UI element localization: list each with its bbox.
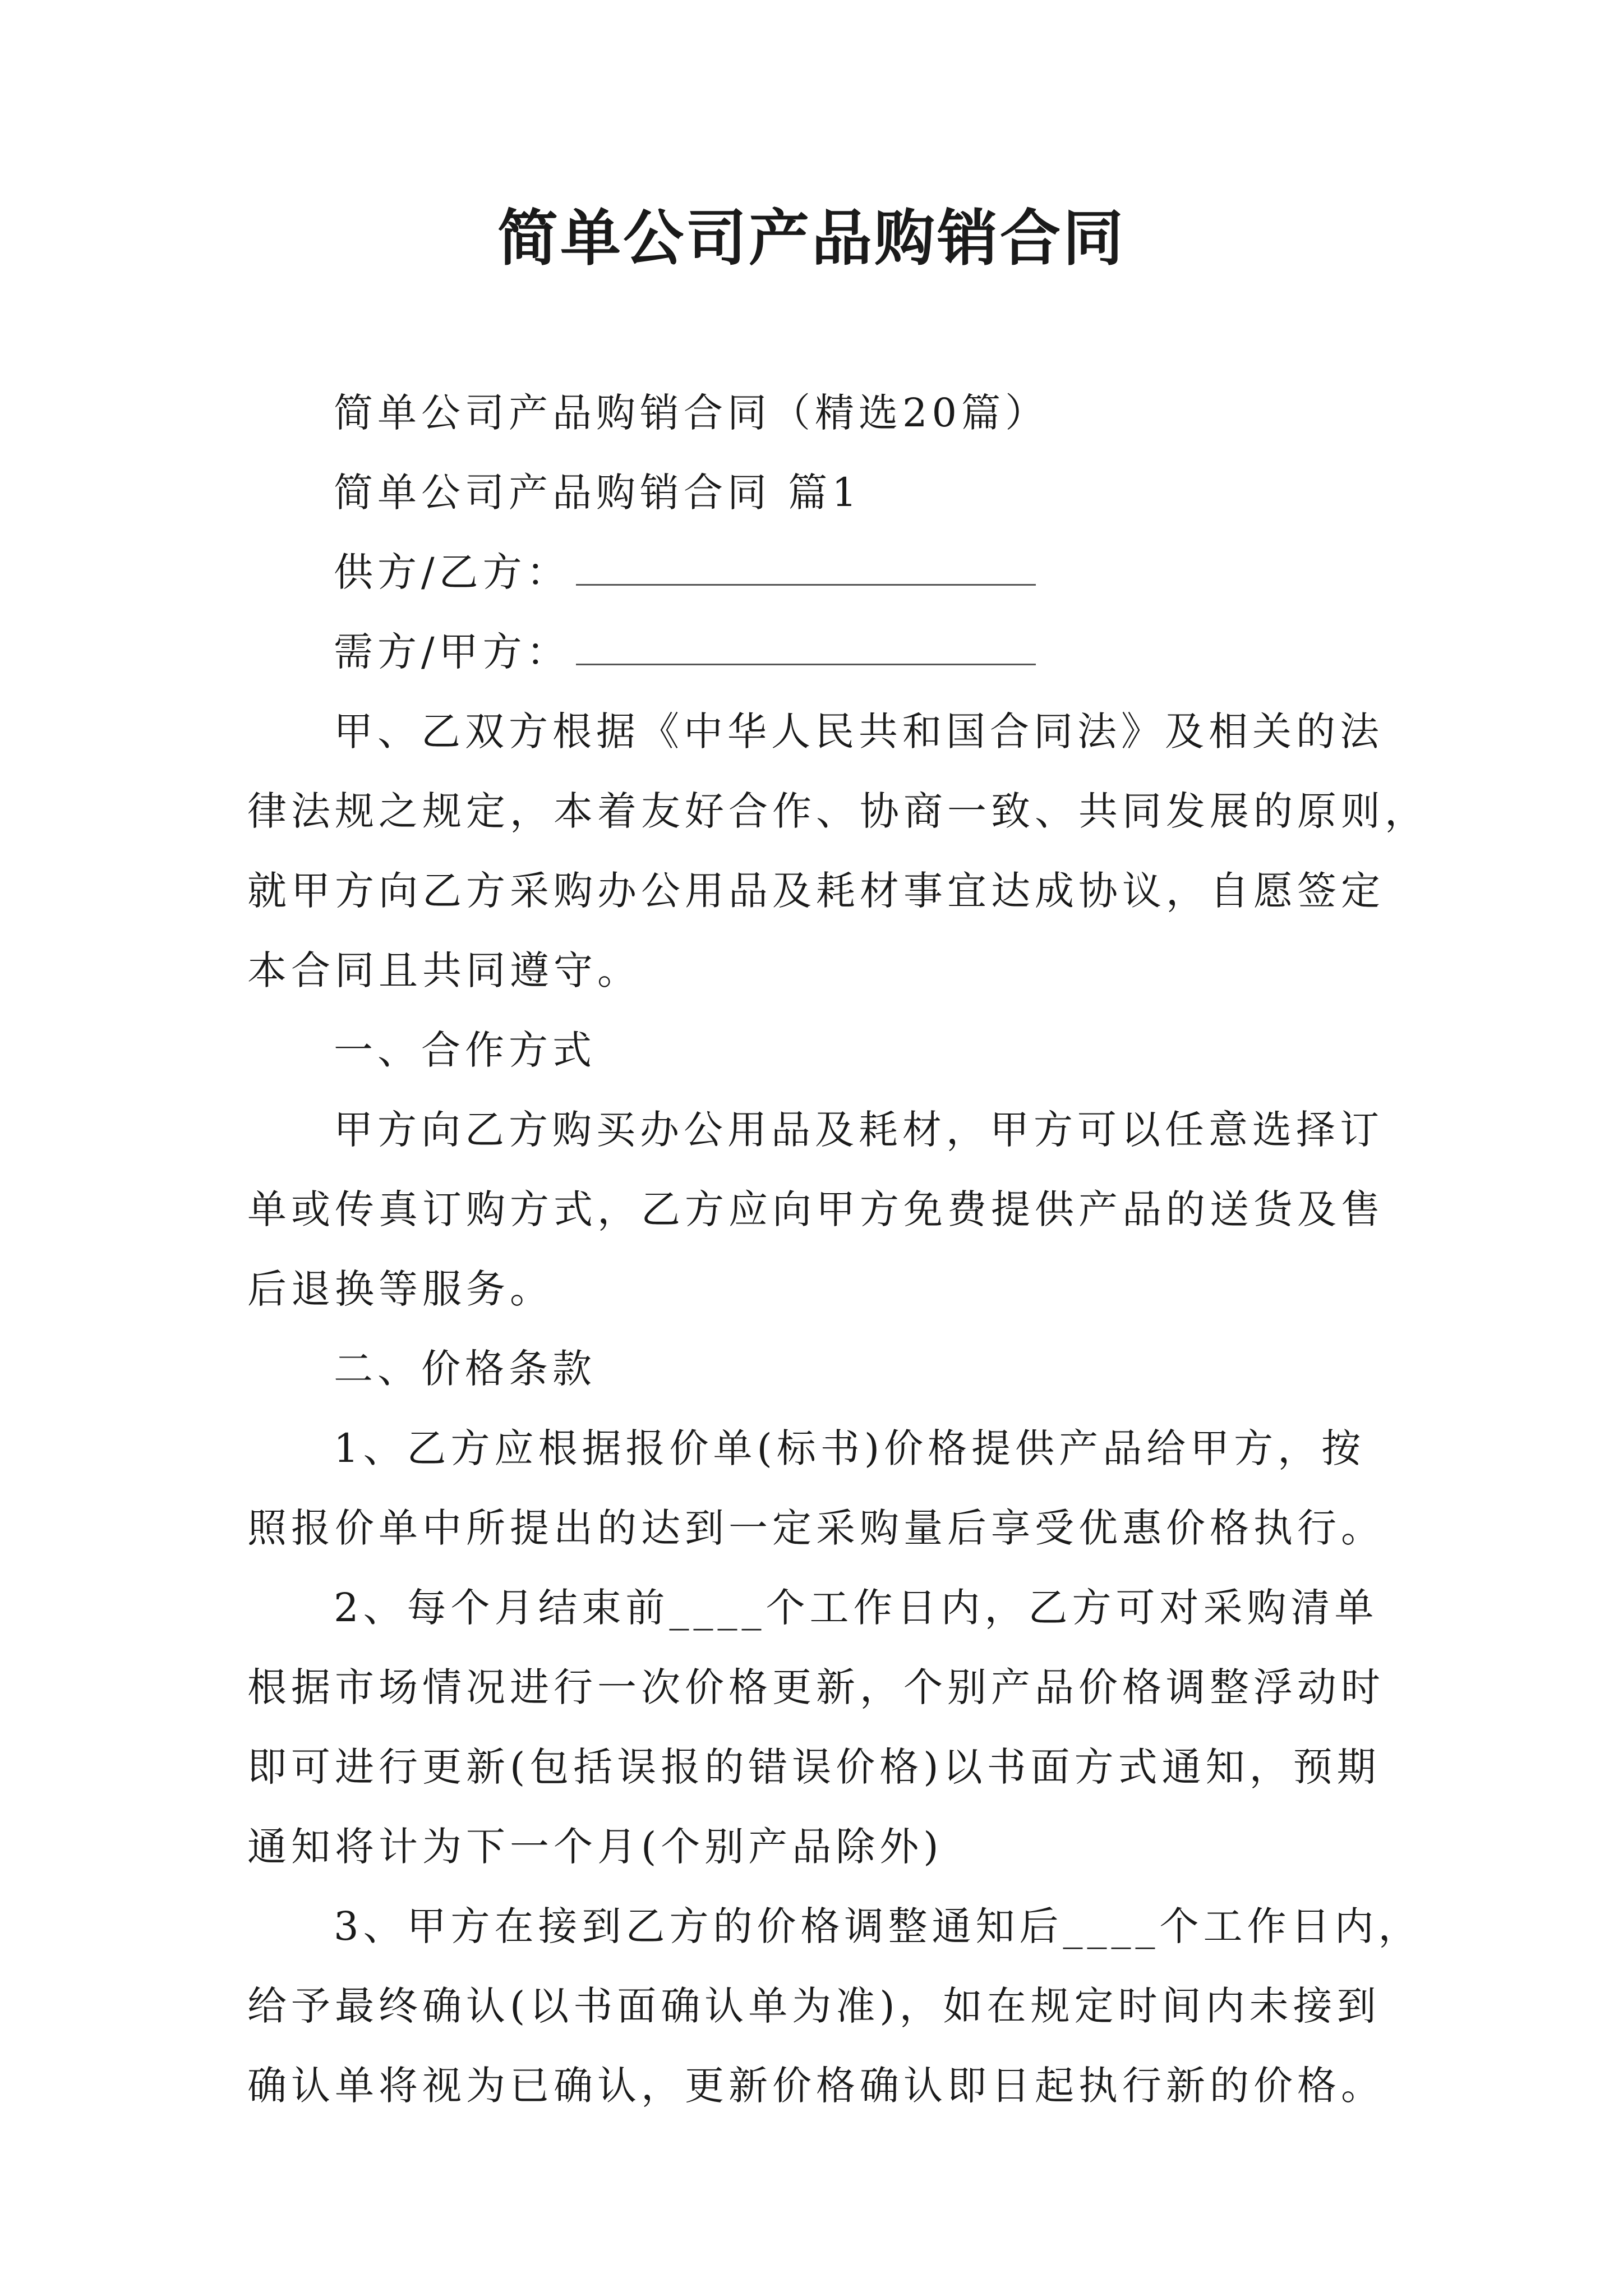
paragraph-line: 根据市场情况进行一次价格更新，个别产品价格调整浮动时 xyxy=(247,1664,1385,1710)
document-title: 简单公司产品购销合同 xyxy=(497,203,1126,274)
paragraph-line: 通知将计为下一个月(个别产品除外) xyxy=(247,1824,943,1870)
document-body xyxy=(247,373,1428,2125)
paragraph-line: 给予最终确认(以书面确认单为准)，如在规定时间内未接到 xyxy=(247,1983,1381,2029)
paragraph-line: 甲方向乙方购买办公用品及耗材，甲方可以任意选择订 xyxy=(334,1107,1384,1153)
paragraph-line: 3、甲方在接到乙方的价格调整通知后____个工作日内， xyxy=(334,1903,1422,1949)
supplier-blank xyxy=(576,545,1036,586)
buyer-label: 需方/甲方： xyxy=(334,629,570,675)
paragraph-line: 确认单将视为已确认，更新价格确认即日起执行新的价格。 xyxy=(247,2063,1385,2109)
paragraph-line: 本合同且共同遵守。 xyxy=(247,947,641,993)
section-heading: 一、合作方式 xyxy=(334,1027,596,1073)
supplier-line xyxy=(247,532,1386,612)
paragraph-line: 就甲方向乙方采购办公用品及耗材事宜达成协议，自愿签定 xyxy=(247,868,1385,914)
section-heading: 简单公司产品购销合同 篇1 xyxy=(334,470,861,516)
paragraph-line: 律法规之规定，本着友好合作、协商一致、共同发展的原则， xyxy=(247,788,1428,834)
paragraph-line: 即可进行更新(包括误报的错误价格)以书面方式通知，预期 xyxy=(247,1744,1381,1790)
buyer-blank xyxy=(576,624,1036,665)
paragraph-line: 2、每个月结束前____个工作日内，乙方可对采购清单 xyxy=(334,1585,1378,1631)
paragraph-line: 1、乙方应根据报价单(标书)价格提供产品给甲方，按 xyxy=(334,1425,1366,1471)
buyer-line xyxy=(247,612,1386,692)
supplier-label: 供方/乙方： xyxy=(334,549,570,595)
paragraph-line: 照报价单中所提出的达到一定采购量后享受优惠价格执行。 xyxy=(247,1505,1385,1551)
subtitle-line: 简单公司产品购销合同（精选20篇） xyxy=(334,390,1049,436)
paragraph-line: 后退换等服务。 xyxy=(247,1266,554,1312)
section-heading: 二、价格条款 xyxy=(334,1346,596,1392)
paragraph-line: 单或传真订购方式，乙方应向甲方免费提供产品的送货及售 xyxy=(247,1186,1385,1232)
paragraph-line: 甲、乙双方根据《中华人民共和国合同法》及相关的法 xyxy=(334,708,1384,754)
